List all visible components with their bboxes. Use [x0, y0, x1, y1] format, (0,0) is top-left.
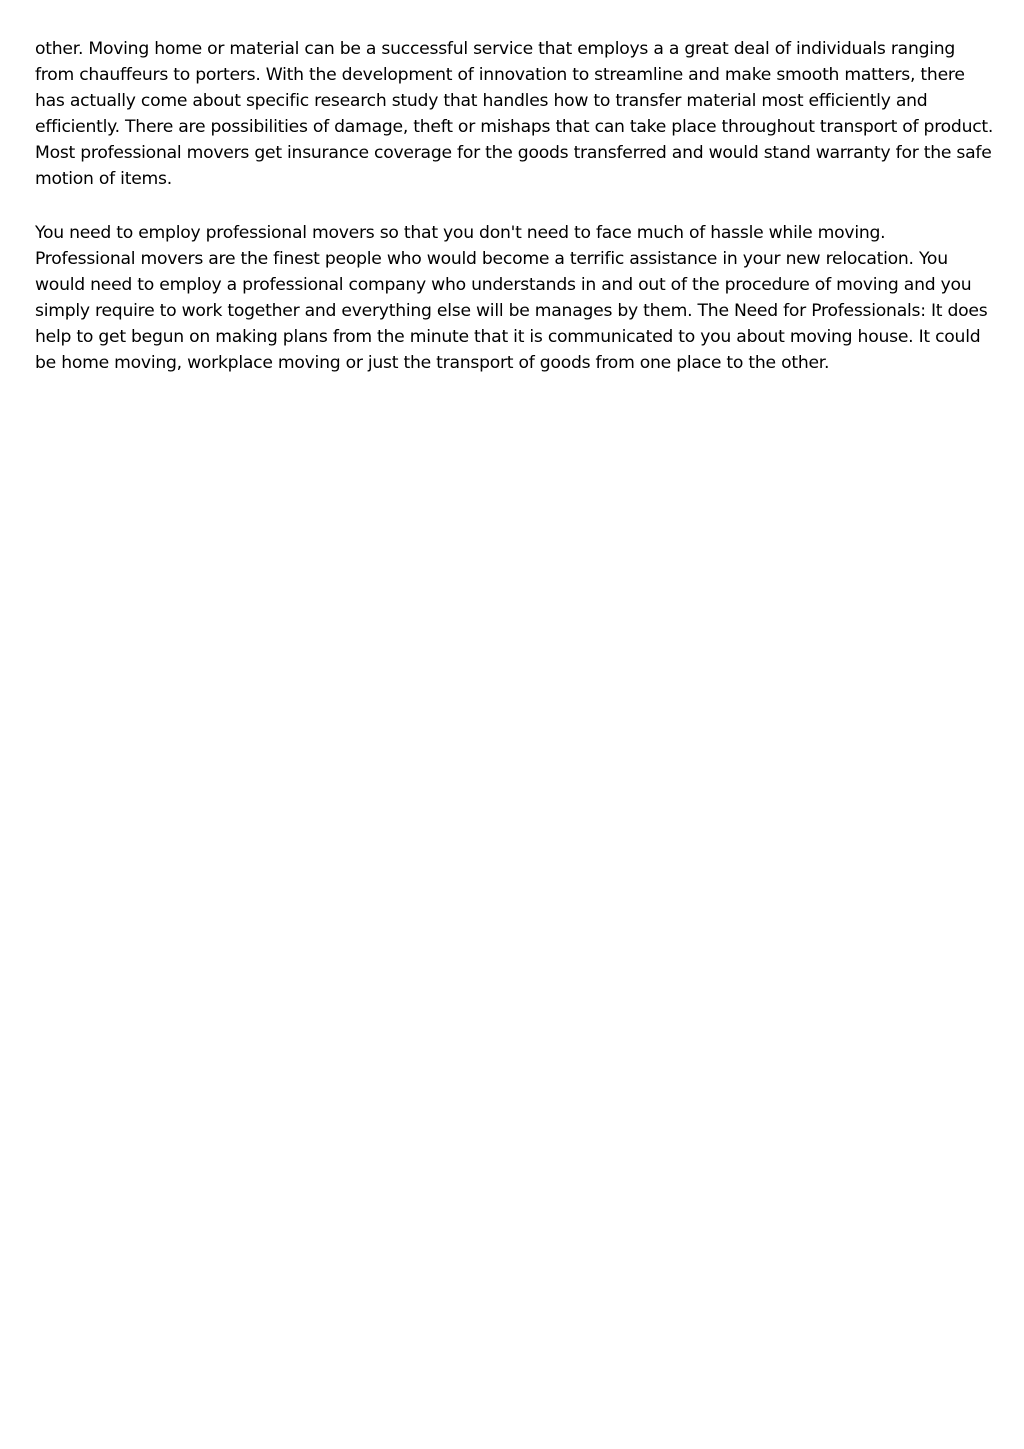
document-body — [35, 36, 995, 376]
paragraph-line: help to get begun on making plans from the minute that it is communicated to you about moving house. It could — [35, 327, 981, 347]
paragraph-line: be home moving, workplace moving or just the transport of goods from one place to the other. — [35, 353, 830, 373]
paragraph-line: You need to employ professional movers so that you don't need to face much of hassle while moving. — [35, 223, 886, 243]
paragraph-line: has actually come about specific research study that handles how to transfer material most efficiently and — [35, 91, 928, 111]
paragraph-line: other. Moving home or material can be a successful service that employs a a great deal of individuals ranging — [35, 39, 956, 59]
paragraph-spacer — [35, 192, 995, 220]
paragraph-line: Most professional movers get insurance coverage for the goods transferred and would stand warranty for the safe — [35, 143, 992, 163]
paragraph-line: efficiently. There are possibilities of damage, theft or mishaps that can take place throughout transport of product. — [35, 117, 994, 137]
paragraph-line: motion of items. — [35, 169, 172, 189]
paragraph-line: Professional movers are the finest people who would become a terrific assistance in your new relocation. You — [35, 249, 948, 269]
paragraph-2 — [35, 220, 995, 376]
paragraph-line: would need to employ a professional company who understands in and out of the procedure of moving and you — [35, 275, 972, 295]
paragraph-line: from chauffeurs to porters. With the development of innovation to streamline and make smooth matters, there — [35, 65, 965, 85]
paragraph-line: simply require to work together and everything else will be manages by them. The Need for Professionals: It does — [35, 301, 988, 321]
paragraph-1 — [35, 36, 995, 192]
